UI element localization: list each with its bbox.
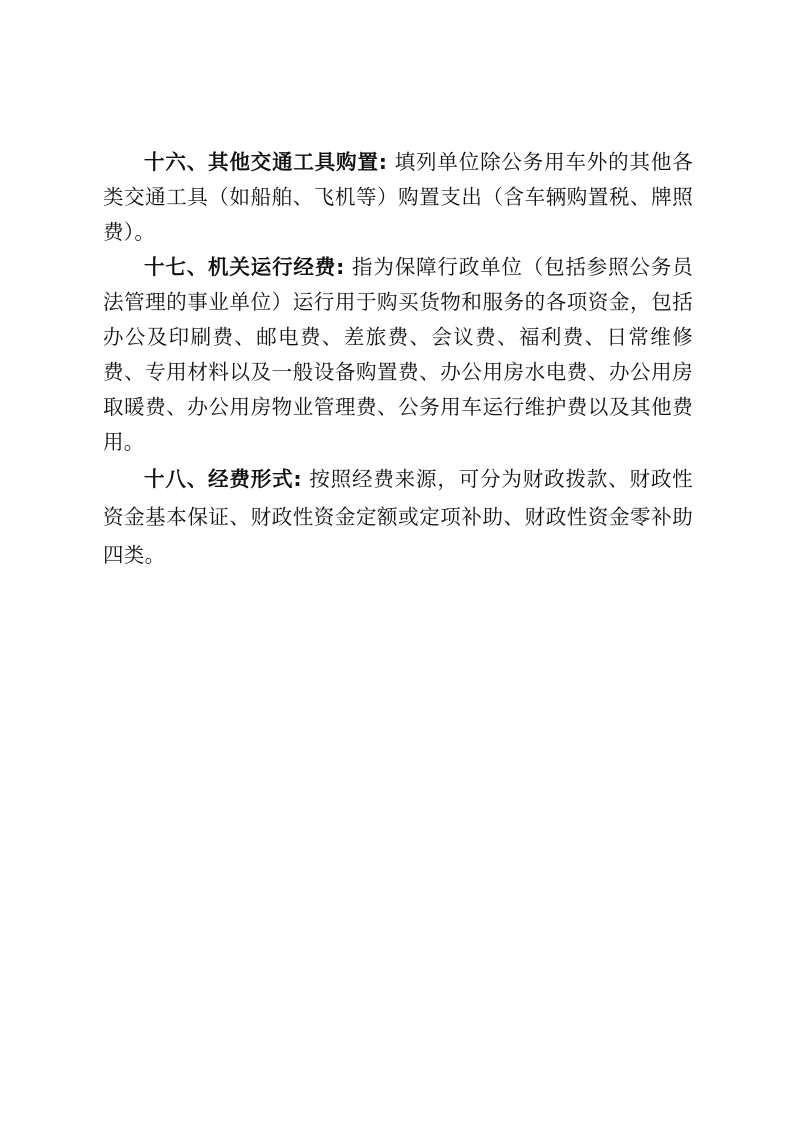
term-heading: 十六、其他交通工具购置:	[144, 150, 388, 174]
paragraph-item-16	[103, 145, 693, 250]
paragraph-item-18	[103, 460, 693, 574]
term-heading: 十八、经费形式:	[144, 467, 302, 491]
term-definition: 按照经费来源，可分为财政拨款、财政性资金基本保证、财政性资金定额或定项补助、财政性资金零补助四类。	[103, 467, 693, 567]
document-body	[103, 145, 693, 574]
term-heading: 十七、机关运行经费:	[144, 255, 345, 279]
paragraph-item-17	[103, 250, 693, 460]
term-definition: 填列单位除公务用车外的其他各类交通工具（如船舶、飞机等）购置支出（含车辆购置税、牌照费）。	[103, 150, 693, 244]
term-definition: 指为保障行政单位（包括参照公务员法管理的事业单位）运行用于购买货物和服务的各项资金，包括办公及印刷费、邮电费、差旅费、会议费、福利费、日常维修费、专用材料以及一般设备购置费、办公用房水电费、办公用房取暖费、办公用房物业管理费、公务用车运行维护费以及其他费用。	[103, 255, 693, 454]
